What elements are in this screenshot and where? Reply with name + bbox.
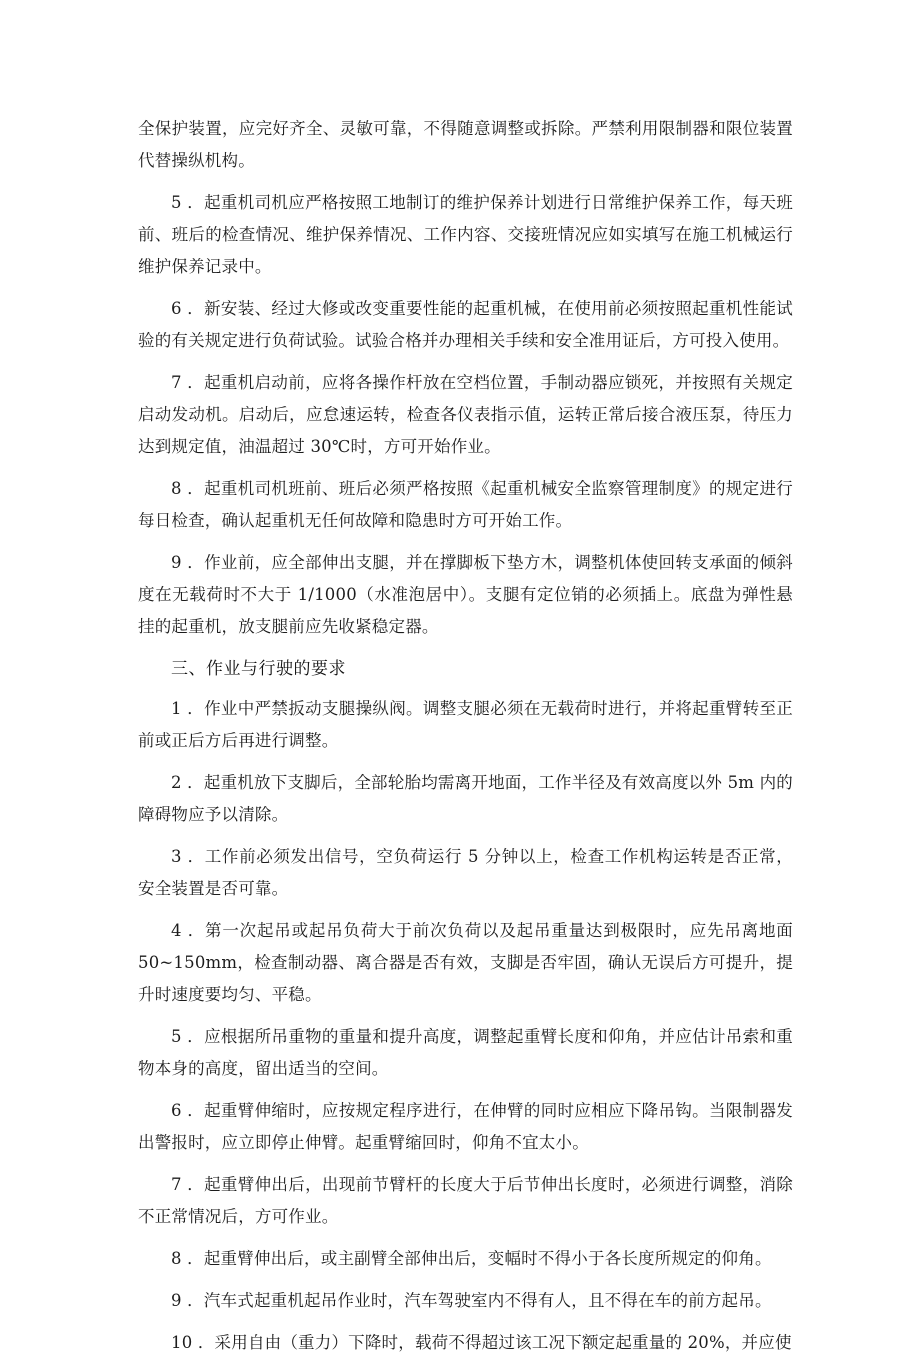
clause-paragraph: 6 ．起重臂伸缩时，应按规定程序进行，在伸臂的同时应相应下降吊钩。当限制器发出警报时，应立即停止伸臂。起重臂缩回时，仰角不宜太小。 [138,1101,793,1152]
section-heading: 三、作业与行驶的要求 [171,659,346,679]
clause-paragraph: 7 ．起重臂伸出后，出现前节臂杆的长度大于后节伸出长度时，必须进行调整，消除不正常情况后，方可作业。 [138,1175,793,1226]
clause-paragraph: 8 ．起重臂伸出后，或主副臂全部伸出后，变幅时不得小于各长度所规定的仰角。 [171,1249,772,1268]
document-body [138,113,793,1369]
clause-paragraph: 9 ．汽车式起重机起吊作业时，汽车驾驶室内不得有人，且不得在车的前方起吊。 [171,1291,772,1310]
intro-paragraph: 全保护装置，应完好齐全、灵敏可靠，不得随意调整或拆除。严禁利用限制器和限位装置代替操纵机构。 [138,119,793,170]
clause-paragraph: 9 ．作业前，应全部伸出支腿，并在撑脚板下垫方木，调整机体使回转支承面的倾斜度在无载荷时不大于 1/1000（水准泡居中）。支腿有定位销的必须插上。底盘为弹性悬挂的起重机，放支腿前应先收紧稳定器。 [138,553,793,636]
clause-paragraph: 7 ．起重机启动前，应将各操作杆放在空档位置，手制动器应锁死，并按照有关规定启动发动机。启动后，应怠速运转，检查各仪表指示值，运转正常后接合液压泵，待压力达到规定值，油温超过 30℃时，方可开始作业。 [138,373,793,456]
clause-paragraph: 1 ．作业中严禁扳动支腿操纵阀。调整支腿必须在无载荷时进行，并将起重臂转至正前或正后方后再进行调整。 [138,699,793,750]
clause-paragraph: 8 ．起重机司机班前、班后必须严格按照《起重机械安全监察管理制度》的规定进行每日检查，确认起重机无任何故障和隐患时方可开始工作。 [138,479,793,530]
clause-paragraph: 5 ．应根据所吊重物的重量和提升高度，调整起重臂长度和仰角，并应估计吊索和重物本身的高度，留出适当的空间。 [138,1027,793,1078]
clause-paragraph: 4 ．第一次起吊或起吊负荷大于前次负荷以及起吊重量达到极限时，应先吊离地面 50~150mm，检查制动器、离合器是否有效，支脚是否牢固，确认无误后方可提升，提升时速度要均匀、平稳。 [138,921,793,1004]
clause-paragraph: 2 ．起重机放下支脚后，全部轮胎均需离开地面，工作半径及有效高度以外 5m 内的障碍物应予以清除。 [138,773,793,824]
clause-paragraph: 6 ．新安装、经过大修或改变重要性能的起重机械，在使用前必须按照起重机性能试验的有关规定进行负荷试验。试验合格并办理相关手续和安全准用证后，方可投入使用。 [138,299,793,350]
clause-paragraph: 5 ．起重机司机应严格按照工地制订的维护保养计划进行日常维护保养工作，每天班前、班后的检查情况、维护保养情况、工作内容、交接班情况应如实填写在施工机械运行维护保养记录中。 [138,193,793,276]
clause-paragraph: 3 ．工作前必须发出信号，空负荷运行 5 分钟以上，检查工作机构运转是否正常，安全装置是否可靠。 [138,847,793,898]
clause-paragraph: 10 ．采用自由（重力）下降时，载荷不得超过该工况下额定起重量的 20%，并应使 [171,1333,792,1352]
